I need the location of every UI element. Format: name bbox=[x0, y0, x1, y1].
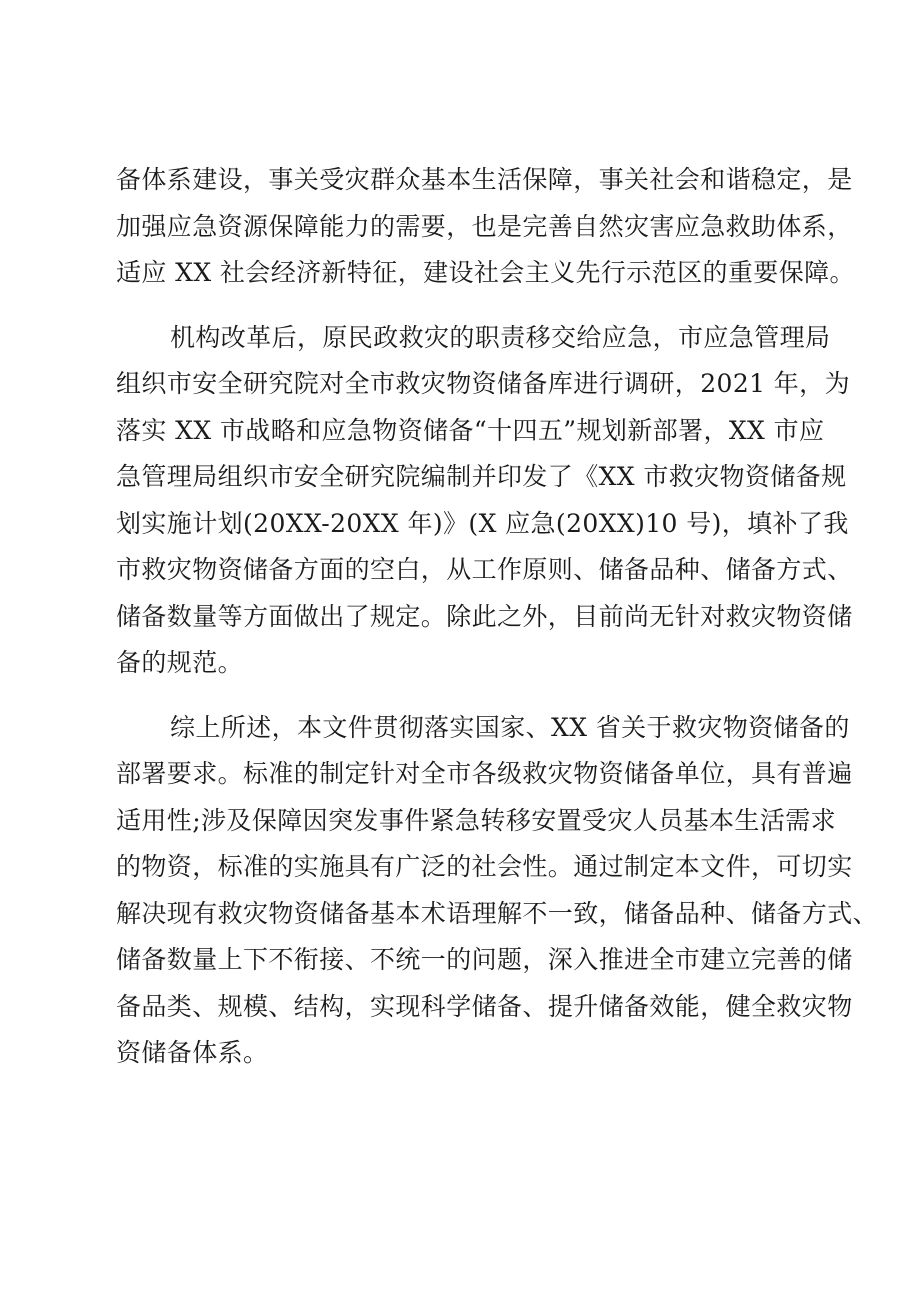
paragraph-line: 的物资，标准的实施具有广泛的社会性。通过制定本文件，可切实 bbox=[116, 852, 853, 881]
paragraph-line: 机构改革后，原民政救灾的职责移交给应急，市应急管理局 bbox=[170, 322, 831, 352]
paragraph-line: 加强应急资源保障能力的需要，也是完善自然灾害应急救助体系， bbox=[116, 211, 853, 241]
paragraph-3 bbox=[116, 705, 879, 1077]
paragraph-line: 解决现有救灾物资储备基本术语理解不一致，储备品种、储备方式、 bbox=[116, 898, 879, 928]
paragraph-1 bbox=[116, 157, 855, 297]
paragraph-line: 适用性;涉及保障因突发事件紧急转移安置受灾人员基本生活需求 bbox=[116, 805, 837, 835]
paragraph-line: 储备数量等方面做出了规定。除此之外，目前尚无针对救灾物资储 bbox=[116, 601, 853, 631]
document-body bbox=[116, 157, 879, 1077]
paragraph-spacer bbox=[116, 687, 852, 705]
paragraph-line: 急管理局组织市安全研究院编制并印发了《XX 市救灾物资储备规 bbox=[116, 462, 847, 491]
paragraph-line: 部署要求。标准的制定针对全市各级救灾物资储备单位，具有普遍 bbox=[116, 759, 853, 788]
paragraph-line: 资储备体系。 bbox=[116, 1038, 269, 1067]
paragraph-line: 综上所述，本文件贯彻落实国家、XX 省关于救灾物资储备的 bbox=[170, 712, 850, 742]
paragraph-line: 落实 XX 市战略和应急物资储备“十四五”规划新部署，XX 市应 bbox=[116, 415, 825, 445]
paragraph-line: 备的规范。 bbox=[116, 648, 244, 677]
paragraph-line: 划实施计划(20XX-20XX 年)》(X 应急(20XX)10 号)，填补了我 bbox=[116, 508, 849, 538]
paragraph-line: 组织市安全研究院对全市救灾物资储备库进行调研，2021 年，为 bbox=[116, 369, 850, 398]
paragraph-line: 备体系建设，事关受灾群众基本生活保障，事关社会和谐稳定，是 bbox=[116, 165, 853, 194]
paragraph-line: 储备数量上下不衔接、不统一的问题，深入推进全市建立完善的储 bbox=[116, 945, 853, 974]
paragraph-2 bbox=[116, 315, 852, 687]
paragraph-line: 备品类、规模、结构，实现科学储备、提升储备效能，健全救灾物 bbox=[116, 991, 853, 1021]
paragraph-line: 市救灾物资储备方面的空白，从工作原则、储备品种、储备方式、 bbox=[116, 555, 853, 584]
paragraph-spacer bbox=[116, 297, 852, 315]
paragraph-line: 适应 XX 社会经济新特征，建设社会主义先行示范区的重要保障。 bbox=[116, 258, 855, 287]
